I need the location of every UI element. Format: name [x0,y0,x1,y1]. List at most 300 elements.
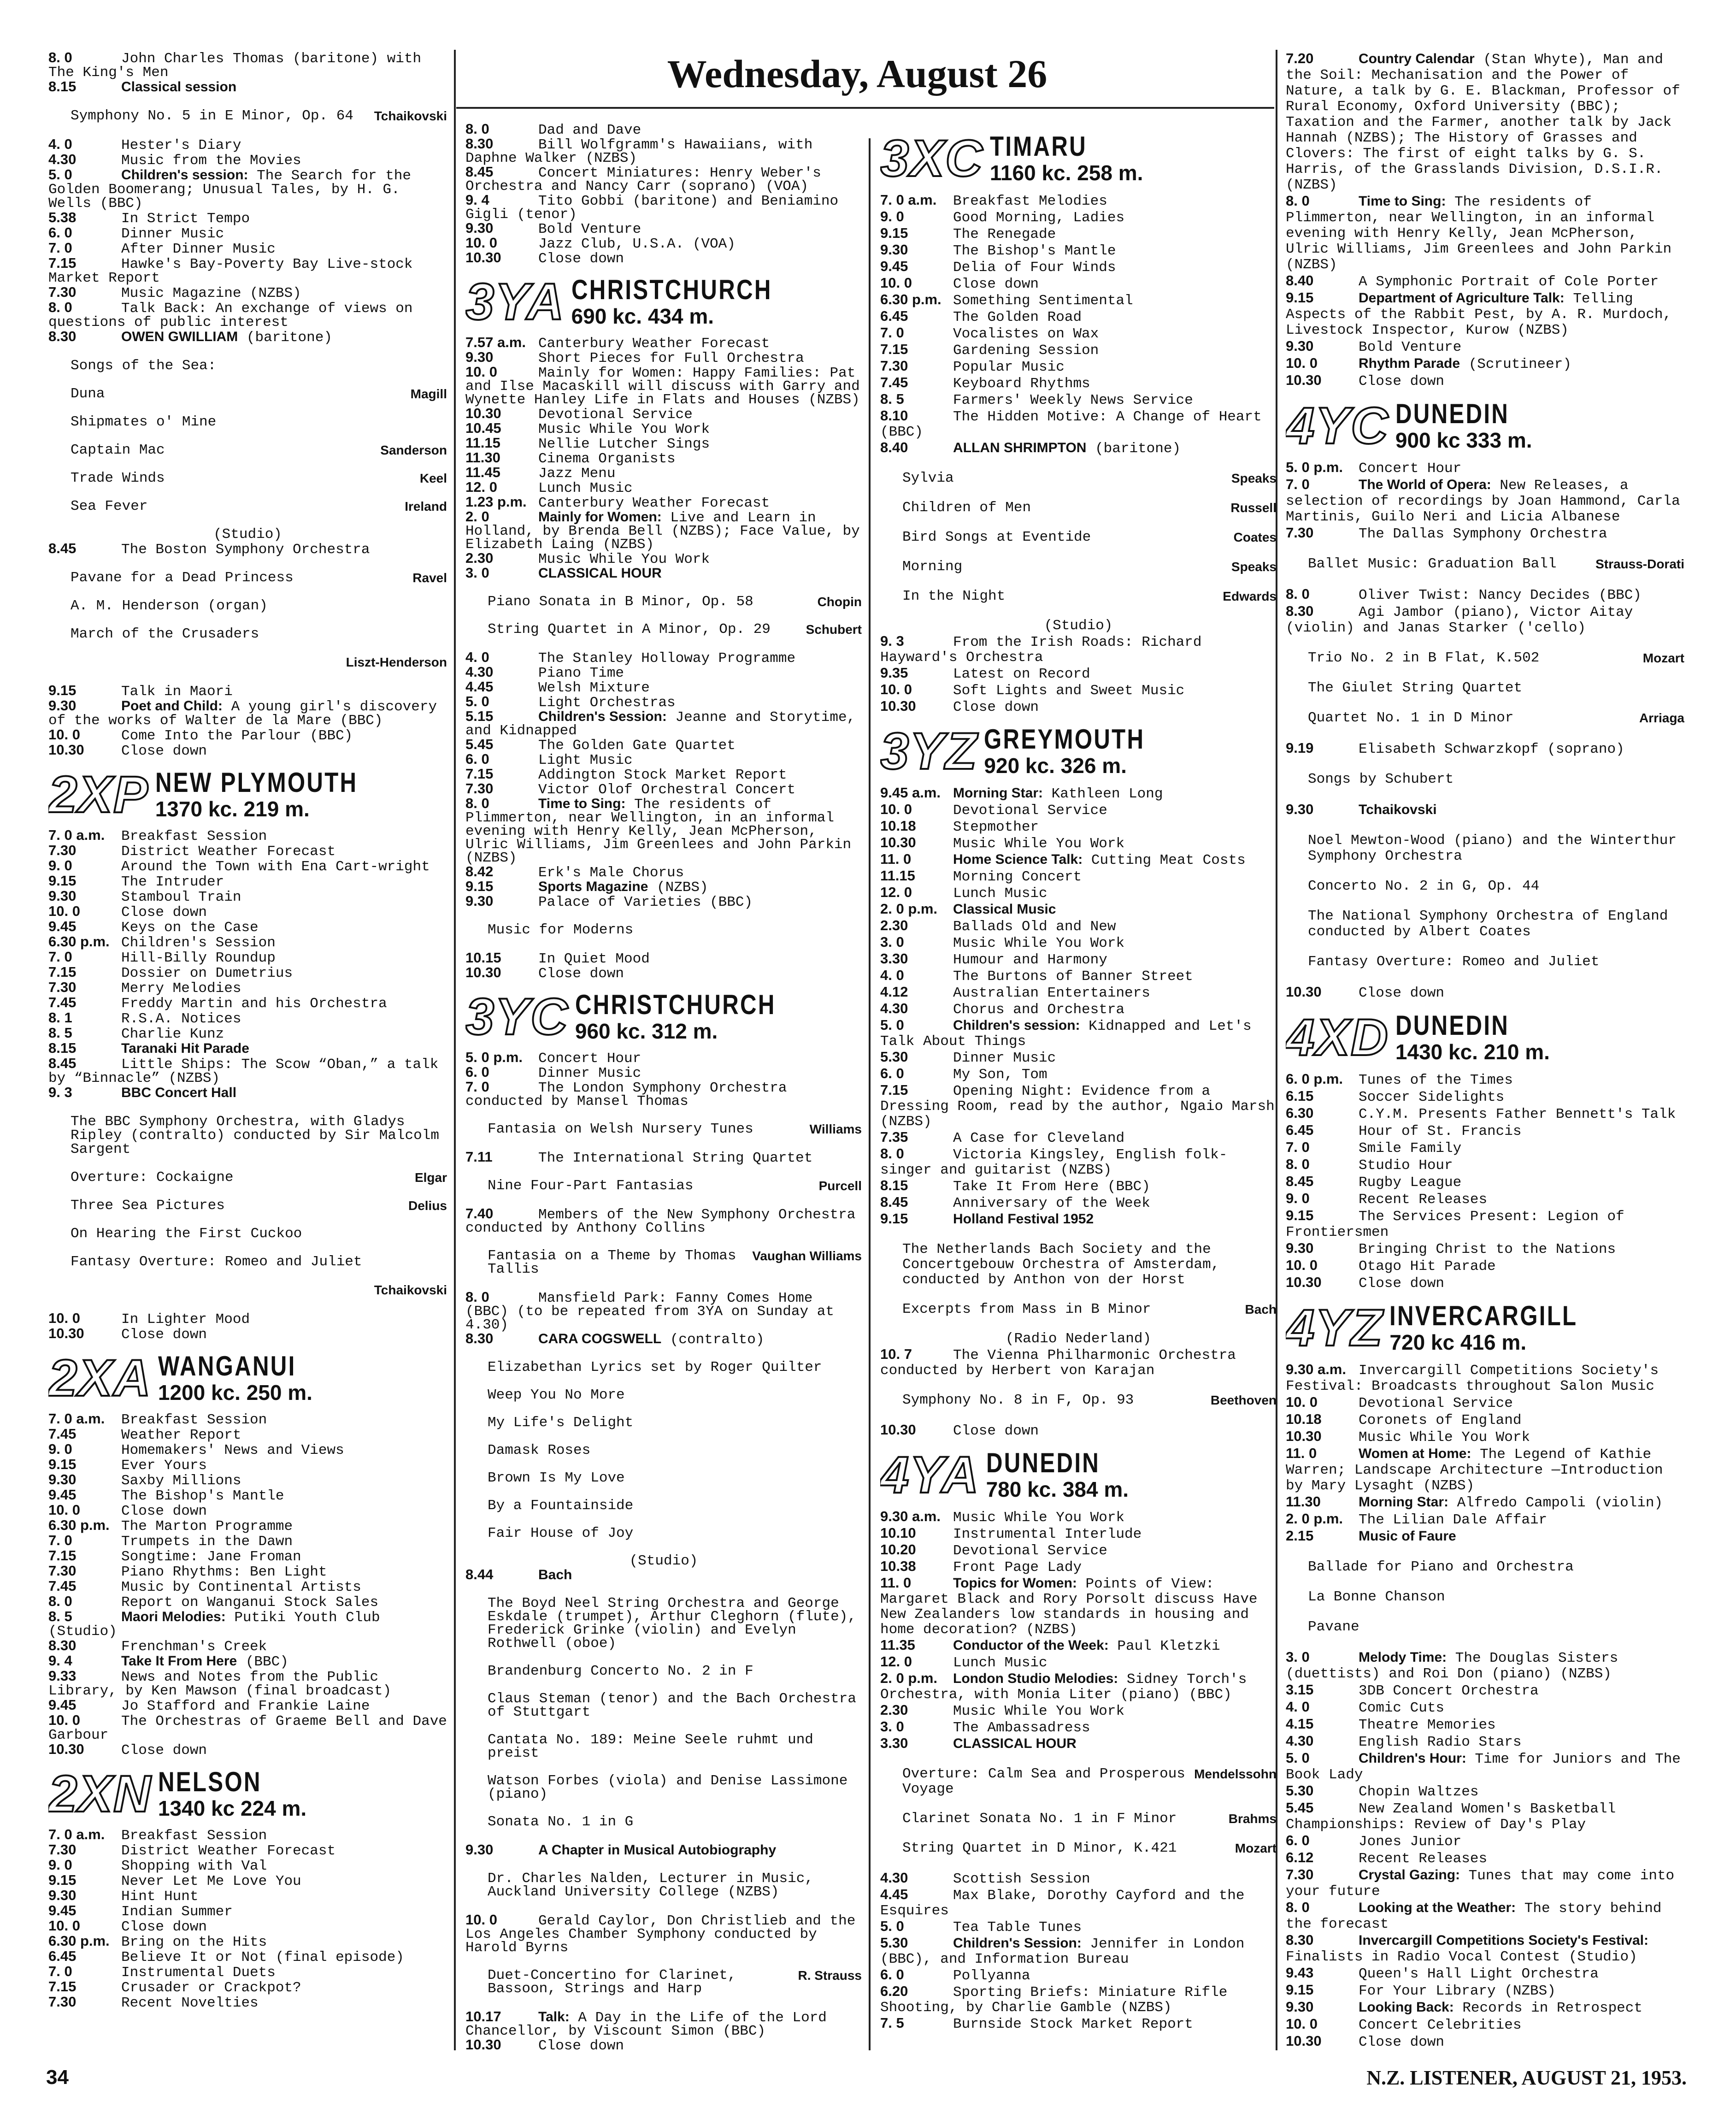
programme-entry [465,767,862,782]
publication-footer: N.Z. LISTENER, AUGUST 21, 1953. [1366,2066,1687,2089]
programme-time: 10.30 [465,405,501,421]
programme-text: Music While You Work [953,836,1125,852]
programme-title: Children's Session: [538,709,667,724]
programme-entry [48,1488,447,1503]
programme-time: 8.45 [48,540,77,556]
programme-time: 10. 0 [880,801,912,817]
programme-time: 2.30 [880,917,908,933]
station-callsign: 4XD [1286,1009,1389,1066]
programme-time: 7. 0 [1286,1139,1310,1155]
programme-text: Shopping with Val [121,1858,267,1874]
programme-entry [1286,51,1684,193]
programme-entry [48,241,447,256]
programme-entry [1286,2016,1684,2033]
programme-text: Homemakers' News and Views [121,1442,344,1458]
programme-entry [48,828,447,844]
programme-title: Poet and Child: [121,698,223,714]
programme-detail-text: Dr. Charles Nalden, Lecturer in Music, Auckland University College (NZBS) [488,1871,813,1900]
programme-text: Jones Junior [1359,1834,1462,1850]
programme-time: 10.30 [465,2036,501,2053]
station-header [1286,1008,1684,1068]
programme-detail-text: Excerpts from Mass in B Minor [902,1301,1151,1317]
programme-text: The Ambassadress [953,1720,1090,1736]
station-header [880,129,1277,189]
programme-detail-text: My Life's Delight [488,1415,634,1431]
programme-text: For Your Library (NZBS) [1359,1983,1556,1999]
programme-text: Believe It or Not (final episode) [121,1949,404,1965]
programme-time: 5.15 [465,708,494,724]
programme-entry [465,236,862,251]
programme-text: The Golden Gate Quartet [538,738,736,754]
station-frequency: 1430 kc. 210 m. [1395,1040,1550,1064]
programme-text: Recent Releases [1359,1851,1488,1867]
programme-entry [1286,1800,1684,1833]
programme-text: District Weather Forecast [121,1843,336,1859]
programme-text: Close down [953,276,1039,292]
programme-time: 7.45 [48,994,77,1010]
programme-entry [1286,603,1684,636]
programme-time: 9.33 [48,1668,77,1684]
programme-entry [48,1980,447,1995]
station-header [1286,1298,1684,1358]
programme-detail [48,1227,447,1241]
programme-time: 5.30 [880,1049,908,1065]
programme-time: 8.15 [48,78,77,94]
programme-time: 4. 0 [48,136,72,152]
programme-entry [465,879,862,894]
programme-detail-text: Fair House of Joy [488,1525,634,1541]
programme-detail-text: A. M. Henderson (organ) [71,598,268,614]
programme-entry [48,1828,447,1843]
programme-entry [465,709,862,738]
programme-detail [880,1811,1277,1826]
programme-entry [880,698,1277,715]
programme-text: District Weather Forecast [121,844,336,860]
programme-time: 9.15 [48,1872,77,1888]
station-callsign: 2XA [48,1349,152,1407]
programme-entry [880,1870,1277,1887]
programme-entry [880,1918,1277,1935]
column-rule-1 [454,50,456,2050]
programme-text: Otago Hit Parade [1359,1258,1496,1275]
programme-text: Stamboul Train [121,889,241,905]
composer-name: Keel [419,471,447,485]
programme-text: Sidney Torch's Orchestra, with Monia Liter (piano) (BBC) [880,1671,1247,1703]
programme-detail-text: String Quartet in D Minor, K.421 [902,1840,1177,1856]
programme-detail-text: Ballet Music: Graduation Ball [1308,556,1557,572]
programme-text: Music from the Movies [121,153,301,169]
programme-entry [1286,1833,1684,1850]
programme-text: The Marton Programme [121,1518,293,1535]
programme-entry [1286,273,1684,290]
programme-text: Hill-Billy Roundup [121,950,276,966]
programme-text: Popular Music [953,359,1065,375]
programme-text: Soft Lights and Sweet Music [953,683,1185,699]
programme-entry [48,1639,447,1654]
programme-time: 9.30 [465,893,494,909]
programme-text: In Lighter Mood [121,1311,250,1328]
programme-time: 9. 4 [465,192,489,208]
programme-text: Nellie Lutcher Sings [538,436,710,452]
programme-text: The Services Present: Legion of Frontiersmen [1286,1209,1624,1240]
programme-time: 10.18 [1286,1411,1322,1427]
programme-title: Taranaki Hit Parade [121,1041,249,1056]
programme-time: 8.30 [465,136,494,152]
programme-entry [1286,1649,1684,1682]
programme-time: 10.30 [465,249,501,266]
programme-time: 7.45 [48,1426,77,1442]
programme-text: The residents of Plimmerton, near Wellington, in an informal evening with Henry Kelly, Jean McPherson, Ulric Williams, Jim Greenlees and John Parkin (NZBS) [465,797,852,866]
programme-detail [1286,954,1684,970]
programme-text: News and Notes from the Public Library, by Ken Mawson (final broadcast) [48,1669,392,1699]
programme-time: 10.30 [880,1422,916,1438]
programme-text: Close down [1359,2034,1445,2050]
programme-entry [880,1146,1277,1178]
programme-text: Children's Session [121,935,276,951]
programme-entry [465,966,862,980]
programme-text: Close down [538,251,624,267]
programme-text: Instrumental Interlude [953,1526,1142,1542]
programme-entry [1286,1174,1684,1191]
programme-time: 7.30 [1286,525,1314,541]
programme-detail [465,1774,862,1801]
programme-entry [48,1056,447,1086]
programme-text: Close down [121,743,207,759]
programme-time: 6. 0 [880,1966,904,1983]
programme-time: 8.45 [1286,1173,1314,1189]
programme-text: Chopin Waltzes [1359,1784,1479,1800]
programme-entry [465,551,862,566]
programme-detail [465,923,862,937]
programme-time: 5. 0 [465,693,489,709]
programme-entry [48,1564,447,1579]
programme-entry [48,965,447,980]
programme-time: 8. 0 [465,795,489,811]
programme-detail [48,1199,447,1213]
column-2 [465,122,862,2053]
programme-entry [1286,1240,1684,1257]
programme-entry [465,1843,862,1858]
programme-entry [48,1889,447,1904]
programme-time: 7.30 [880,358,908,374]
programme-text: Devotional Service [953,803,1107,819]
programme-detail [465,595,862,608]
programme-time: 5.30 [880,1935,908,1951]
programme-entry [1286,1088,1684,1105]
programme-entry [1286,355,1684,372]
programme-entry [465,251,862,266]
programme-text: Piano Time [538,665,624,681]
programme-entry [48,153,447,168]
programme-detail [1286,833,1684,864]
programme-text: Theatre Memories [1359,1717,1496,1733]
programme-text: Jazz Menu [538,466,616,482]
programme-entry [48,1934,447,1949]
programme-time: 3. 0 [880,1718,904,1735]
programme-entry [48,1949,447,1965]
programme-time: 8.30 [48,328,77,344]
station-frequency: 720 kc 416 m. [1389,1330,1527,1354]
programme-entry [880,1654,1277,1670]
programme-detail [465,1815,862,1829]
programme-title: Maori Melodies: [121,1609,226,1624]
programme-entry [880,934,1277,951]
programme-entry [48,728,447,743]
station-info [1395,400,1534,452]
programme-entry [465,951,862,966]
programme-detail [880,589,1277,604]
programme-time: 2.30 [880,1702,908,1718]
programme-entry [880,1129,1277,1146]
programme-time: 8.15 [48,1040,77,1056]
programme-entry [465,510,862,551]
station-city: NELSON [158,1766,262,1797]
programme-detail [465,1444,862,1457]
programme-time: 7.15 [48,964,77,980]
programme-entry [1286,1867,1684,1900]
programme-entry [465,1065,862,1080]
programme-text: Close down [538,966,624,982]
programme-title: Sports Magazine [538,879,648,894]
programme-title: Time to Sing: [1359,194,1446,209]
programme-text: Dinner Music [538,1065,641,1081]
programme-text: Come Into the Parlour (BBC) [121,728,353,744]
programme-entry [880,1001,1277,1017]
programme-time: 7.30 [48,1563,77,1579]
programme-text: The Bishop's Mantle [953,243,1116,259]
programme-entry [880,868,1277,885]
programme-text: Cutting Meat Costs [1091,852,1246,868]
programme-detail-text: Sonata No. 1 in G [488,1814,634,1830]
composer-name: Purcell [818,1179,862,1193]
programme-detail-text: Captain Mac [71,442,165,458]
programme-time: 2. 0 [465,508,489,525]
programme-time: 7. 0 [465,1079,489,1095]
programme-time: 5.38 [48,209,77,225]
programme-time: 9.30 [465,1841,494,1858]
programme-entry [880,633,1277,665]
programme-time: 6. 0 [465,1064,489,1080]
programme-entry [48,1041,447,1056]
programme-entry [48,935,447,950]
programme-entry [48,1518,447,1534]
programme-text: Keyboard Rhythms [953,376,1090,392]
programme-time: 7.35 [880,1129,908,1145]
programme-text: (Stan Whyte), Man and the Soil: Mechanisation and the Power of Nature, a talk by G. E. Blackman, Professor of Rural Economy, Oxford University (BBC); Taxation and the Farmer, another talk by Jack Hannah (NZBS); The History of Grasses and Clovers: The first of eight talks by G. S. Harris, of the Grasslands Division, D.S.I.R. (NZBS) [1286,52,1680,193]
programme-entry [1286,290,1684,338]
programme-text: Close down [1359,1275,1445,1292]
programme-time: 9.30 [1286,1240,1314,1256]
programme-title: Children's session: [121,167,248,183]
programme-text: Scottish Session [953,1871,1090,1887]
programme-detail-text: Brown Is My Love [488,1470,625,1486]
programme-time: 10.38 [880,1558,916,1574]
programme-entry [48,168,447,211]
studio-note: (Studio) [629,1553,698,1569]
programme-text: Music Magazine (NZBS) [121,285,301,301]
programme-entry [465,436,862,451]
programme-text: Farmers' Weekly News Service [953,392,1193,408]
programme-time: 7.15 [48,1978,77,1995]
programme-text: Coronets of England [1359,1412,1522,1428]
programme-entry [880,1575,1277,1637]
programme-detail-text: The National Symphony Orchestra of England conducted by Albert Coates [1308,908,1668,940]
composer-name: Magill [410,387,447,401]
programme-text: Devotional Service [953,1543,1107,1559]
programme-time: 11.30 [1286,1493,1321,1510]
programme-time: 7.30 [48,1994,77,2010]
programme-entry [465,665,862,680]
programme-text: Breakfast Session [121,1412,267,1428]
programme-entry [880,851,1277,868]
programme-detail [465,1692,862,1719]
programme-detail [880,1841,1277,1856]
programme-time: 9.30 [1286,338,1314,354]
programme-entry [880,1509,1277,1525]
programme-text: Trumpets in the Dawn [121,1534,293,1550]
programme-text: Tunes that may come into your future [1286,1868,1675,1900]
programme-time: 7.40 [465,1205,494,1222]
programme-title: Crystal Gazing: [1359,1867,1460,1883]
programme-entry [880,192,1277,209]
programme-text: Lunch Music [953,1655,1047,1671]
programme-time: 10.18 [880,818,916,834]
programme-entry [465,365,862,407]
programme-time: 10.45 [465,420,501,436]
programme-entry [48,1011,447,1026]
programme-text: C.Y.M. Presents Father Bennett's Talk [1359,1106,1676,1122]
programme-text: Kathleen Long [1051,786,1163,802]
programme-title: CLASSICAL HOUR [953,1736,1077,1751]
station-city: WANGANUI [158,1351,296,1381]
programme-detail-text: Pavane for a Dead Princess [71,570,294,586]
programme-entry [48,1742,447,1758]
programme-text: The London Symphony Orchestra conducted by Mansel Thomas [465,1080,787,1110]
programme-time: 9.45 [48,1697,77,1713]
programme-entry [465,1913,862,1954]
programme-detail [48,1171,447,1185]
programme-title: Tchaikovski [1359,802,1437,817]
composer-name: Liszt-Henderson [346,655,447,669]
programme-entry [1286,1733,1684,1750]
programme-text: Saxby Millions [121,1473,241,1489]
programme-entry [880,901,1277,918]
programme-entry [1286,1362,1684,1394]
programme-detail [1286,1589,1684,1605]
programme-detail [465,623,862,636]
programme-time: 8.45 [48,1055,77,1071]
station-frequency: 690 kc. 434 m. [571,304,714,328]
programme-entry [48,980,447,996]
programme-detail-text: Symphony No. 8 in F, Op. 93 [902,1392,1134,1408]
programme-text: Humour and Harmony [953,952,1107,968]
programme-text: In Strict Tempo [121,211,250,227]
programme-text: Concert Miniatures: Henry Weber's Orchestra and Nancy Carr (soprano) (VOA) [465,165,821,195]
programme-detail [48,655,447,669]
programme-time: 10. 0 [1286,1394,1318,1410]
heading-rule [456,107,1274,109]
programme-text: Close down [121,1503,207,1519]
programme-text: The Vienna Philharmonic Orchestra conducted by Herbert von Karajan [880,1347,1236,1379]
programme-entry [1286,1105,1684,1122]
programme-time: 8. 0 [1286,586,1310,602]
programme-text: The Intruder [121,874,224,890]
programme-time: 9.30 a.m. [1286,1361,1346,1377]
programme-text: Sporting Briefs: Miniature Rifle Shooting, by Charlie Gamble (NZBS) [880,1984,1228,2016]
programme-time: 12. 0 [465,479,497,495]
programme-text: The Boston Symphony Orchestra [121,542,370,558]
programme-text: The residents of Plimmerton, near Wellington, in an informal evening with Henry Kelly, Jean McPherson, Ulric Williams, Jim Greenlees and John Parkin (NZBS) [1286,194,1672,273]
programme-entry [465,2038,862,2053]
programme-time: 2. 0 p.m. [880,901,938,917]
programme-time: 8. 0 [48,299,72,315]
programme-time: 4.30 [48,151,77,167]
programme-title: Country Calendar [1359,51,1475,66]
programme-entry [48,1579,447,1594]
programme-text: The Golden Road [953,309,1082,325]
programme-time: 6.30 [1286,1105,1314,1121]
programme-text: Dossier on Dumetrius [121,965,293,981]
programme-entry [880,259,1277,275]
programme-title: ALLAN SHRIMPTON [953,440,1087,455]
programme-entry [1286,1122,1684,1139]
programme-time: 8. 0 [880,1145,904,1162]
programme-detail [465,1597,862,1650]
programme-entry [1286,1394,1684,1411]
page-number: 34 [46,2066,69,2089]
programme-time: 9.30 [880,242,908,258]
programme-entry [880,785,1277,802]
programme-time: 7. 0 [1286,476,1310,492]
programme-detail [465,1249,862,1276]
station-city: TIMARU [989,131,1087,162]
programme-entry [465,165,862,193]
programme-time: 7. 0 [48,240,72,256]
programme-detail [465,1733,862,1760]
programme-time: 5. 0 [1286,1750,1310,1766]
programme-entry [465,695,862,709]
programme-entry [1286,1157,1684,1174]
programme-time: 11.15 [465,435,500,451]
programme-text: Hint Hunt [121,1889,199,1905]
programme-time: 6.30 p.m. [48,1517,110,1533]
page-date-heading: Wednesday, August 26 [667,52,1047,96]
column-rule-2 [869,138,871,2050]
programme-time: 4.30 [880,1000,908,1016]
programme-time: 4.30 [465,664,494,680]
programme-text: Bill Wolfgramm's Hawaiians, with Daphne Walker (NZBS) [465,137,813,166]
programme-detail-text: Children of Men [902,500,1031,516]
programme-text: Victor Olof Orchestral Concert [538,782,796,798]
programme-detail [1286,710,1684,726]
programme-text: Talk Back: An exchange of views on questions of public interest [48,301,413,331]
programme-entry [465,1051,862,1065]
programme-entry [48,1327,447,1342]
programme-time: 6.45 [880,308,908,324]
composer-name: Mozart [1235,1841,1277,1855]
programme-text: Instrumental Duets [121,1965,276,1981]
programme-text: Close down [121,904,207,921]
programme-time: 11. 0 [880,851,912,867]
programme-text: Frenchman's Creek [121,1639,267,1655]
programme-time: 10.30 [1286,1274,1322,1290]
programme-time: 10. 0 [1286,1257,1318,1273]
programme-entry [880,1066,1277,1082]
programme-entry [48,1549,447,1564]
studio-note: (Radio Nederland) [1005,1331,1152,1347]
programme-text: Music While You Work [1359,1429,1530,1446]
programme-title: Home Science Talk: [953,852,1083,867]
